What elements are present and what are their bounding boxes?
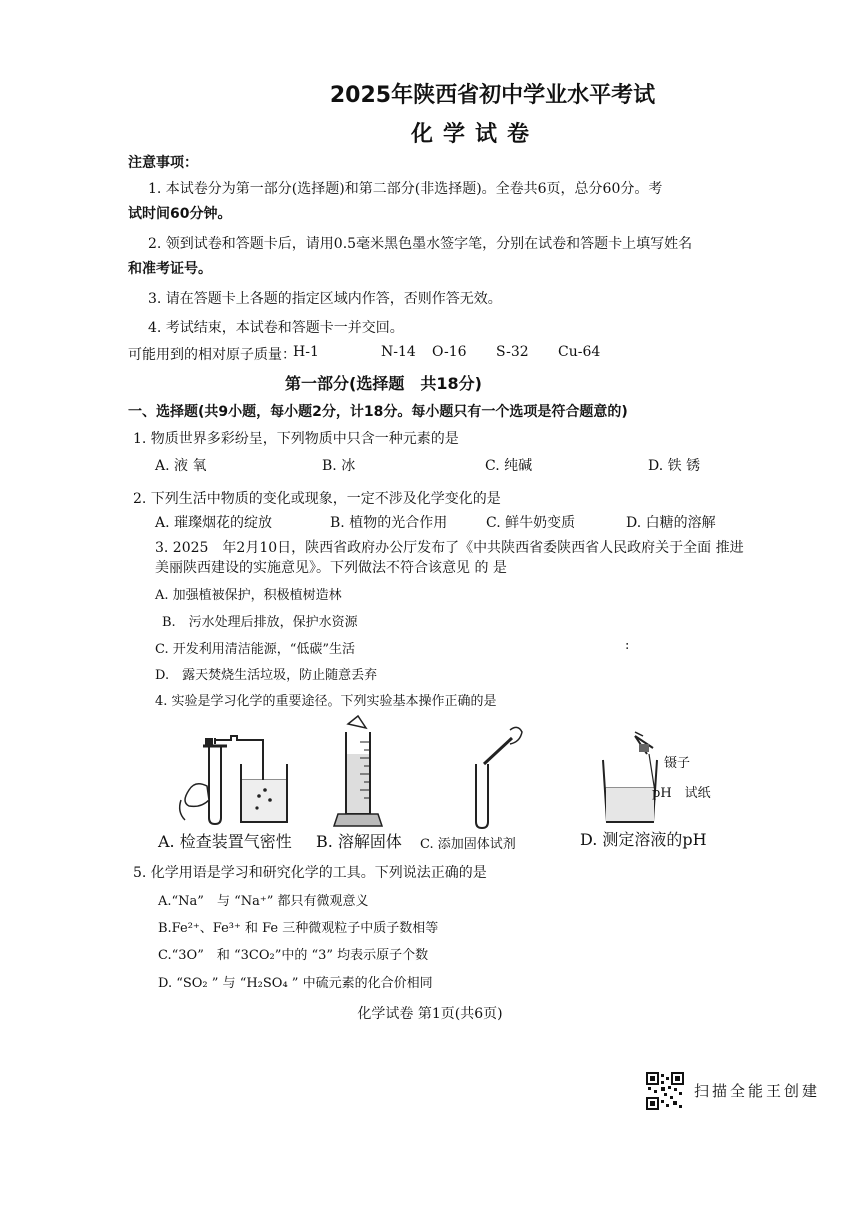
q5-option-a: A.“Na” 与 “Na⁺” 都只有微观意义: [158, 894, 369, 909]
q5-stem: 5. 化学用语是学习和研究化学的工具。下列说法正确的是: [133, 865, 487, 881]
q5-option-d: D. “SO₂ ” 与 “H₂SO₄ ” 中硫元素的化合价相同: [158, 976, 433, 991]
exam-title: 2025年陕西省初中学业水平考试: [329, 83, 656, 108]
q1-option-b: B. 冰: [322, 458, 356, 474]
q2-option-d: D. 白糖的溶解: [626, 515, 716, 531]
q3-option-b: B. 污水处理后排放，保护水资源: [162, 615, 358, 630]
q2-stem: 2. 下列生活中物质的变化或现象，一定不涉及化学变化的是: [133, 491, 501, 507]
atomic-mass-o: O-16: [432, 344, 467, 360]
notice-item-2-line-1: 2. 领到试卷和答题卡后，请用0.5毫米黑色墨水签字笔，分别在试卷和答题卡上填写姓名: [148, 236, 693, 252]
q2-option-c: C. 鲜牛奶变质: [486, 515, 576, 531]
q2-option-a: A. 璀璨烟花的绽放: [155, 515, 273, 531]
notice-item-3: 3. 请在答题卡上各题的指定区域内作答，否则作答无效。: [148, 291, 502, 307]
q3-stem-line-1: 3. 2025 年2月10日，陕西省政府办公厅发布了《中共陕西省委陕西省人民政府关于全面 推进: [155, 540, 744, 556]
notice-item-1-line-2: 试时间60分钟。: [128, 206, 232, 222]
q4-caption-b: B. 溶解固体: [316, 832, 402, 851]
atomic-mass-h: H-1: [293, 344, 319, 360]
q2-option-b: B. 植物的光合作用: [330, 515, 448, 531]
q1-option-d: D. 铁 锈: [648, 458, 701, 474]
figure-dissolve-solid: [330, 714, 390, 834]
q3-stem-line-2: 美丽陕西建设的实施意见》。下列做法不符合该意见 的 是: [155, 560, 507, 576]
q4-caption-d: D. 测定溶液的pH: [580, 830, 707, 849]
notice-item-4: 4. 考试结束，本试卷和答题卡一并交回。: [148, 320, 404, 336]
q4-caption-a: A. 检查装置气密性: [158, 832, 292, 851]
atomic-mass-cu: Cu-64: [558, 344, 601, 360]
q4-caption-c: C. 添加固体试剂: [420, 837, 516, 852]
part1-title: 第一部分(选择题 共18分): [285, 374, 482, 393]
section-1-heading: 一、选择题(共9小题，每小题2分，计18分。每小题只有一个选项是符合题意的): [128, 404, 628, 420]
scanner-watermark: 扫描全能王创建: [694, 1082, 821, 1100]
q1-stem: 1. 物质世界多彩纷呈，下列物质中只含一种元素的是: [133, 431, 459, 447]
q3-option-a: A. 加强植被保护，积极植树造林: [155, 588, 342, 603]
page-footer: 化学试卷 第1页(共6页): [357, 1006, 503, 1022]
q1-option-a: A. 液 氧: [155, 458, 207, 474]
figure-measure-ph: [595, 730, 665, 830]
q1-option-c: C. 纯碱: [485, 458, 533, 474]
qr-code-icon: [646, 1072, 684, 1110]
q3-stray-mark: :: [625, 638, 630, 653]
label-ph-paper: pH 试纸: [652, 786, 711, 801]
exam-subtitle: 化学试卷: [410, 122, 539, 147]
figure-airtightness-check: [175, 730, 305, 830]
figure-add-solid-reagent: [460, 722, 530, 832]
q3-option-d: D. 露天焚烧生活垃圾，防止随意丢弃: [155, 668, 378, 683]
q3-option-c: C. 开发利用清洁能源，“低碳”生活: [155, 642, 356, 657]
q4-stem: 4. 实验是学习化学的重要途径。下列实验基本操作正确的是: [155, 694, 497, 709]
notice-item-2-line-2: 和准考证号。: [128, 261, 212, 277]
q5-option-c: C.“3O” 和 “3CO₂”中的 “3” 均表示原子个数: [158, 948, 429, 963]
notice-item-1-line-1: 1. 本试卷分为第一部分(选择题)和第二部分(非选择题)。全卷共6页，总分60分。考: [148, 181, 663, 197]
q5-option-b: B.Fe²⁺、Fe³⁺ 和 Fe 三种微观粒子中质子数相等: [158, 921, 439, 936]
atomic-mass-n: N-14: [381, 344, 416, 360]
atomic-mass-label: 可能用到的相对原子质量：: [128, 347, 296, 363]
atomic-mass-s: S-32: [496, 344, 529, 360]
notice-heading: 注意事项：: [128, 155, 198, 171]
label-tweezers: 镊子: [664, 756, 691, 771]
